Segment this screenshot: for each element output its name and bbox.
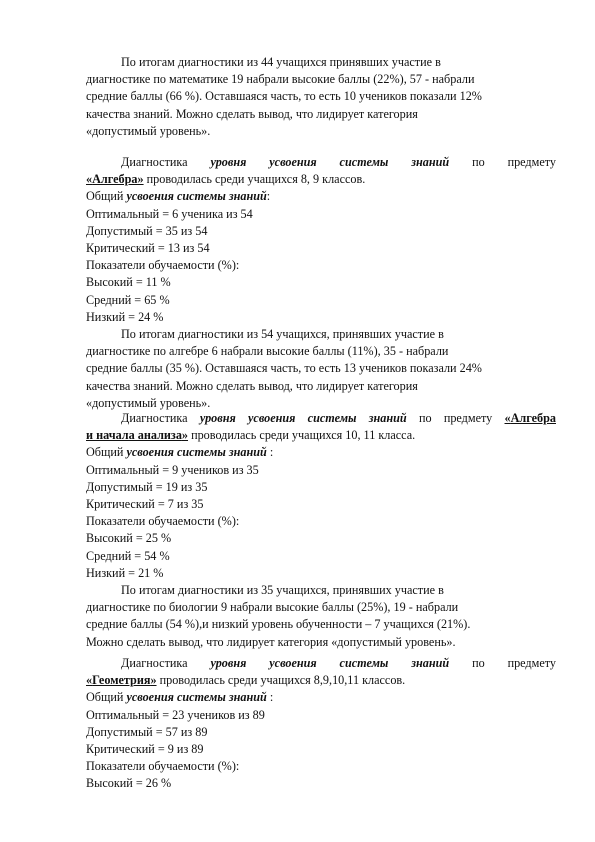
analysis-intro-line (86, 410, 556, 427)
text-line: По итогам диагностики из 44 учащихся принявших участие в (121, 55, 441, 69)
quote-mark: » (137, 172, 144, 187)
low-indicator: Низкий = 24 % (86, 309, 164, 324)
text-line: диагностике по математике 19 набрали высокие баллы (22%), 57 - набрали (86, 72, 475, 87)
text-line: «допустимый уровень». (86, 395, 211, 410)
learning-indicators-heading: Показатели обучаемости (%): (86, 759, 240, 774)
text-line: средние баллы (54 %),и низкий уровень обученности – 7 учащихся (21%). (86, 617, 471, 632)
text-line: качества знаний. Можно сделать вывод, что лидирует категория (86, 378, 418, 393)
text-span: проводилась среди учащихся 10, 11 класса. (188, 428, 416, 443)
subject-name: Алгебра (510, 411, 556, 425)
text-line: «допустимый уровень». (86, 123, 211, 138)
algebra-analysis-section (86, 410, 556, 651)
acceptable-level: Допустимый = 57 из 89 (86, 724, 208, 739)
critical-level: Критический = 13 из 54 (86, 241, 210, 256)
text-span: Общий (86, 189, 127, 204)
text-line: диагностике по алгебре 6 набрали высокие баллы (11%), 35 - набрали (86, 344, 449, 359)
text-span: Общий (86, 690, 127, 705)
geometry-subject-line (86, 672, 556, 689)
text-line: диагностике по биологии 9 набрали высокие баллы (25%), 19 - набрали (86, 600, 459, 615)
critical-level: Критический = 7 из 35 (86, 497, 204, 512)
geometry-section (86, 655, 556, 793)
text-span: проводилась среди учащихся 8, 9 классов. (143, 172, 366, 187)
optimal-level: Оптимальный = 9 учеников из 35 (86, 462, 259, 477)
acceptable-level: Допустимый = 35 из 54 (86, 223, 208, 238)
analysis-subject-line (86, 427, 556, 444)
text-line: средние баллы (35 %). Оставшаяся часть, то есть 13 учеников показали 24% (86, 361, 482, 376)
subject-name: Алгебра (92, 172, 138, 187)
emphasis-text: усвоения системы знаний (126, 690, 267, 705)
emphasis-text: усвоения системы знаний (126, 189, 267, 204)
quote-mark: » (150, 673, 157, 688)
quote-mark: « (86, 673, 93, 688)
general-heading (86, 188, 556, 205)
text-line: По итогам диагностики из 35 учащихся, принявших участие в (121, 583, 444, 598)
text-span: : (266, 189, 271, 204)
algebra-subject-line (86, 171, 556, 188)
subject-name: Геометрия (92, 673, 151, 688)
general-heading (86, 444, 556, 461)
medium-indicator: Средний = 54 % (86, 548, 170, 563)
emphasis-text: уровня усвоения системы знаний (210, 155, 450, 169)
subject-name: и начала анализа (86, 428, 182, 443)
text-span: проводилась среди учащихся 8,9,10,11 классов. (156, 673, 406, 688)
high-indicator: Высокий = 11 % (86, 275, 171, 290)
algebra-section (86, 154, 556, 412)
geometry-intro-line (86, 655, 556, 672)
medium-indicator: Средний = 65 % (86, 292, 170, 307)
high-indicator: Высокий = 25 % (86, 531, 172, 546)
emphasis-text: уровня усвоения системы знаний (210, 656, 450, 670)
text-line: качества знаний. Можно сделать вывод, что лидирует категория (86, 106, 418, 121)
quote-mark: « (86, 172, 93, 187)
text-line: средние баллы (66 %). Оставшаяся часть, то есть 10 учеников показали 12% (86, 89, 482, 104)
quote-mark: » (181, 428, 189, 443)
text-span: Диагностика (121, 411, 200, 425)
learning-indicators-heading: Показатели обучаемости (%): (86, 514, 240, 529)
emphasis-text: усвоения системы знаний (126, 445, 267, 460)
high-indicator: Высокий = 26 % (86, 776, 172, 791)
math-conclusion-paragraph (86, 54, 556, 140)
text-span: : (266, 690, 274, 705)
algebra-intro-line (86, 154, 556, 171)
text-span: по предмету (406, 411, 505, 425)
emphasis-text: уровня усвоения системы знаний (199, 411, 407, 425)
general-heading (86, 689, 556, 706)
text-line: По итогам диагностики из 54 учащихся, принявших участие в (121, 327, 444, 342)
text-span: по предмету (449, 656, 557, 670)
quote-mark: « (504, 411, 511, 425)
text-span: Общий (86, 445, 127, 460)
learning-indicators-heading: Показатели обучаемости (%): (86, 258, 240, 273)
optimal-level: Оптимальный = 6 ученика из 54 (86, 206, 253, 221)
text-span: по предмету (449, 155, 557, 169)
acceptable-level: Допустимый = 19 из 35 (86, 479, 208, 494)
text-line: Можно сделать вывод, что лидирует категория «допустимый уровень». (86, 634, 456, 649)
critical-level: Критический = 9 из 89 (86, 742, 204, 757)
text-span: Диагностика (121, 155, 211, 169)
low-indicator: Низкий = 21 % (86, 565, 164, 580)
optimal-level: Оптимальный = 23 учеников из 89 (86, 707, 265, 722)
text-span: : (266, 445, 274, 460)
text-span: Диагностика (121, 656, 211, 670)
